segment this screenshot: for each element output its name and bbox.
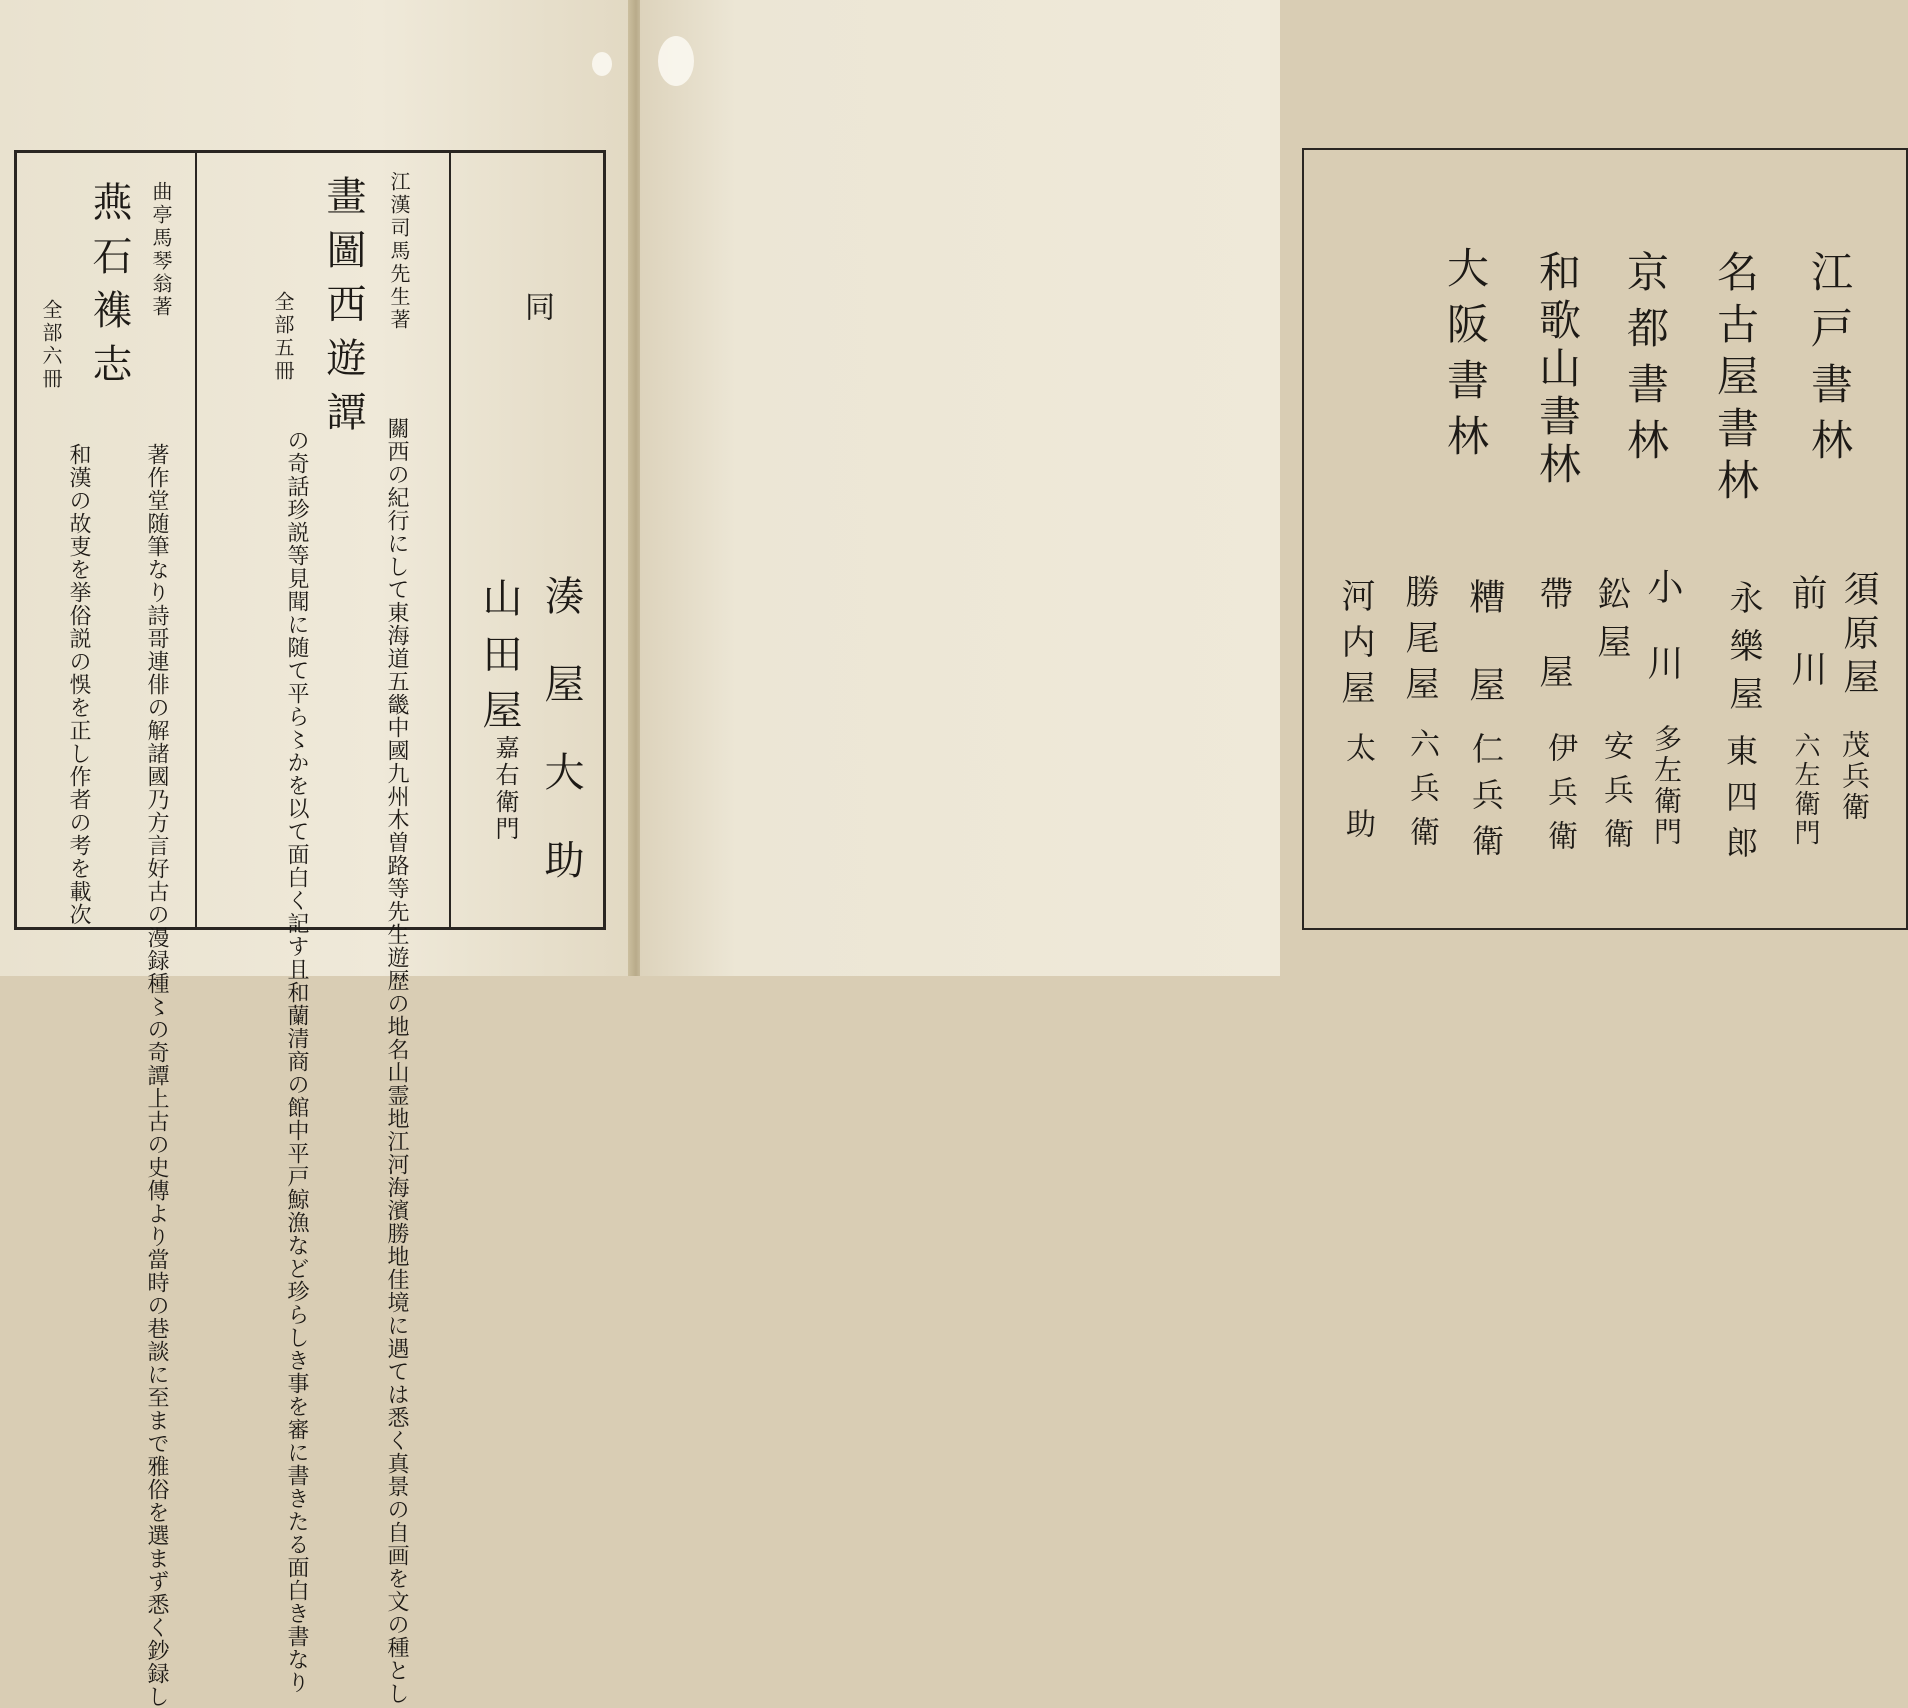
paper-stain [658,36,694,86]
right-page [640,0,1879,976]
city-heading: 京都書林 [1621,250,1670,474]
city-heading: 大阪書林 [1441,246,1490,470]
city-heading: 江戸書林 [1805,250,1854,474]
publisher-name: 湊屋大助 [538,575,584,927]
shop-name: 須原屋 [1838,570,1879,702]
volume-count: 全部五冊 [271,291,295,383]
proprietor-name: 茂兵衛 [1838,730,1871,823]
description-text: 和漢の故叓を挙俗説の悞を正し作者の考を載次 [66,443,91,926]
proprietor-name: 伊兵衛 [1542,732,1577,864]
right-frame [1302,148,1908,930]
city-heading: 和歌山書林 [1533,250,1582,490]
author-line: 曲亭馬琴翁著 [149,181,173,319]
left-frame [14,150,606,1708]
shop-name: 帶屋 [1533,576,1573,732]
column-rule [449,153,451,927]
description-text: の奇話珍説等見聞に随て平ら〻かを以て面白く記す且和蘭清商の館中平戸鯨漁など珍らしき事を審に書きたる面白き書なり [284,429,309,1694]
volume-count: 全部六冊 [39,299,63,391]
description-text: 著作堂随筆なり詩哥連俳の解諸國乃方言好古の漫録種〻の奇譚上古の史傳より當時の巷談に至まで雅俗を選まず悉く鈔録し [144,443,169,1708]
same-marker: 同 [519,291,554,329]
paper-stain [592,52,612,76]
shop-name: 小川 [1642,568,1683,720]
city-heading: 名古屋書林 [1711,250,1760,510]
publisher-proprietor: 嘉右衛門 [491,735,519,843]
description-text: 關西の紀行にして東海道五畿中國九州木曽路等先生遊歴の地名山霊地江河海濱勝地佳境に遇ては悉く真景の自画を文の種とし [384,417,409,1705]
left-page [0,0,632,1708]
shop-name: 勝尾屋 [1399,574,1439,712]
book-title: 畫圖西遊譚 [320,175,366,445]
shop-name: 鈆屋 [1591,576,1631,672]
proprietor-name: 安兵衛 [1598,730,1633,862]
shop-name: 永樂屋 [1723,580,1763,724]
book-title: 燕石襍志 [86,181,132,397]
shop-name: 河内屋 [1335,578,1375,716]
proprietor-name: 六左衛門 [1790,732,1820,848]
column-rule [195,153,197,927]
proprietor-name: 多左衛門 [1650,724,1683,848]
publisher-name: 山田屋 [476,577,522,745]
proprietor-name: 仁兵衛 [1467,732,1505,870]
proprietor-name: 太助 [1340,732,1375,884]
proprietor-name: 六兵衛 [1404,728,1439,860]
proprietor-name: 東四郎 [1721,734,1759,872]
shop-name: 糟屋 [1464,578,1505,754]
author-line: 江漢司馬先生著 [387,171,411,332]
shop-name: 前川 [1786,574,1827,726]
